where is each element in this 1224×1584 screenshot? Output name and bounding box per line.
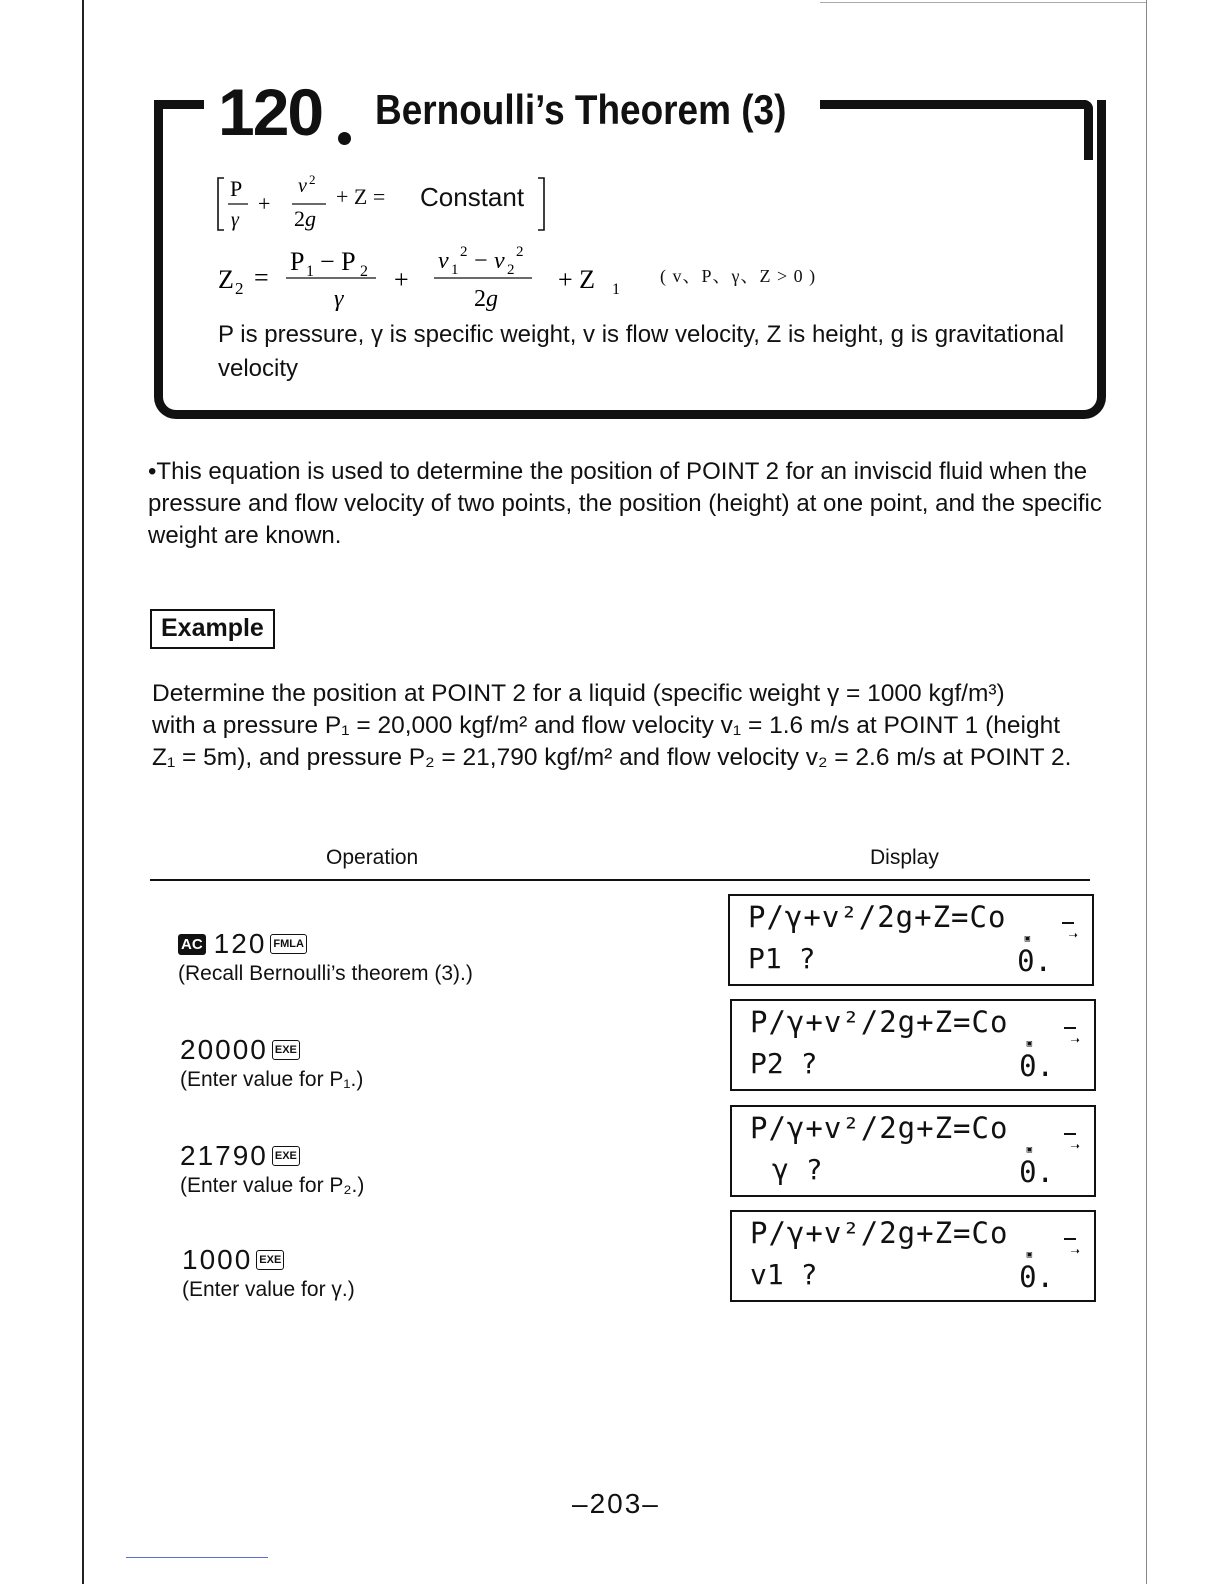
example-line: Z₁ = 5m), and pressure P₂ = 21,790 kgf/m² and flow velocity v₂ = 2.6 m/s at POINT 2. xyxy=(152,744,1072,771)
lcd-indicator-icon: ▣ xyxy=(1026,1250,1032,1260)
svg-text:2: 2 xyxy=(507,262,515,278)
svg-text:− P: − P xyxy=(320,247,356,276)
section-number-dot xyxy=(338,132,351,145)
svg-text:2g: 2g xyxy=(474,286,498,312)
lcd-formula-line: P/γ+v²/2g+Z=Co xyxy=(748,900,1007,934)
lcd-value: 0. xyxy=(1019,1155,1054,1189)
example-label: Example xyxy=(150,609,275,649)
exe-key: EXE xyxy=(256,1250,284,1270)
section-title: Bernoulli’s Theorem (3) xyxy=(375,86,787,133)
lcd-display xyxy=(730,1210,1096,1302)
box-corner xyxy=(154,100,163,160)
svg-text:P: P xyxy=(230,176,243,201)
svg-text:2: 2 xyxy=(516,244,524,260)
step-note: (Recall Bernoulli’s theorem (3).) xyxy=(178,962,473,985)
page-edge-top xyxy=(820,2,1146,3)
operation-step xyxy=(182,1244,355,1302)
lcd-formula-line: P/γ+v²/2g+Z=Co xyxy=(750,1005,1009,1039)
box-corner xyxy=(1084,100,1093,160)
exe-key: EXE xyxy=(272,1146,300,1166)
svg-text:−: − xyxy=(474,248,488,274)
svg-text:=: = xyxy=(254,263,269,292)
lcd-cursor xyxy=(1062,922,1074,924)
lcd-display xyxy=(730,999,1096,1091)
exe-key: EXE xyxy=(272,1040,300,1060)
lcd-cursor xyxy=(1064,1027,1076,1029)
lcd-cursor xyxy=(1064,1238,1076,1240)
constant-word: Constant xyxy=(420,182,525,212)
table-rule xyxy=(150,879,1090,881)
svg-text:v: v xyxy=(438,248,449,274)
svg-text:2: 2 xyxy=(309,172,316,187)
svg-text:1: 1 xyxy=(612,281,620,298)
example-line: with a pressure P₁ = 20,000 kgf/m² and flow velocity v₁ = 1.6 m/s at POINT 1 (height xyxy=(152,712,1061,739)
box-corner xyxy=(820,100,1093,109)
key-sequence: 21790 xyxy=(180,1140,268,1171)
variable-legend: P is pressure, γ is specific weight, v is flow velocity, Z is height, g is gravitational velocity xyxy=(218,321,1065,382)
page-edge-right xyxy=(1146,0,1147,1584)
lcd-value: 0. xyxy=(1017,944,1052,978)
binding-line xyxy=(82,0,84,1584)
fmla-key: FMLA xyxy=(270,934,307,954)
svg-text:γ: γ xyxy=(334,286,344,312)
lcd-indicator-icon: ▣ xyxy=(1026,1145,1032,1155)
usage-description: •This equation is used to determine the position of POINT 2 for an inviscid fluid when the pressure and flow velocity of two points, the position (height) at one point, and the specific weight are known. xyxy=(148,458,1102,549)
page-number: –203– xyxy=(572,1488,660,1519)
svg-text:+ Z: + Z xyxy=(558,265,596,294)
svg-text:2: 2 xyxy=(360,263,368,280)
svg-text:+: + xyxy=(258,191,271,216)
lcd-formula-line: P/γ+v²/2g+Z=Co xyxy=(750,1216,1009,1250)
z2-equation xyxy=(218,240,638,314)
lcd-display xyxy=(730,1105,1096,1197)
example-text xyxy=(152,678,1112,774)
ac-key: AC xyxy=(178,934,206,955)
lcd-formula-line: P/γ+v²/2g+Z=Co xyxy=(750,1111,1009,1145)
step-note: (Enter value for γ.) xyxy=(182,1278,355,1301)
svg-text:v: v xyxy=(298,175,307,197)
lcd-indicator-icon: ▣ xyxy=(1024,934,1030,944)
equation-conditions: ( v、P、γ、Z > 0 ) xyxy=(660,266,817,286)
key-sequence: 120 xyxy=(213,928,267,959)
lcd-cursor xyxy=(1064,1133,1076,1135)
key-sequence: 1000 xyxy=(182,1244,253,1275)
lcd-prompt: P1 ? xyxy=(748,942,816,975)
display-header: Display xyxy=(870,846,939,869)
lcd-value: 0. xyxy=(1019,1049,1054,1083)
svg-text:1: 1 xyxy=(306,263,314,280)
svg-text:2g: 2g xyxy=(294,206,316,231)
svg-text:1: 1 xyxy=(451,262,459,278)
lcd-display xyxy=(728,894,1094,986)
section-number: 120 xyxy=(218,75,323,149)
svg-text:γ: γ xyxy=(231,209,239,231)
svg-text:2: 2 xyxy=(235,279,244,298)
lcd-prompt: v1 ? xyxy=(750,1258,818,1291)
svg-text:+: + xyxy=(394,265,409,294)
lcd-prompt: P2 ? xyxy=(750,1047,818,1080)
operation-step xyxy=(178,928,473,986)
lcd-arrow-icon: ➝ xyxy=(1070,1137,1080,1156)
lcd-arrow-icon: ➝ xyxy=(1070,1031,1080,1050)
svg-text:P: P xyxy=(290,247,305,276)
svg-text:2: 2 xyxy=(460,244,468,260)
example-line: Determine the position at POINT 2 for a liquid (specific weight γ = 1000 kgf/m³) xyxy=(152,680,1005,707)
constant-eq-tail: + Z = xyxy=(336,184,386,209)
lcd-indicator-icon: ▣ xyxy=(1026,1039,1032,1049)
lcd-prompt: γ ? xyxy=(772,1153,823,1186)
step-note: (Enter value for P₂.) xyxy=(180,1174,365,1197)
operation-header: Operation xyxy=(326,846,419,869)
operation-step xyxy=(180,1034,363,1092)
step-note: (Enter value for P₁.) xyxy=(180,1068,364,1091)
lcd-value: 0. xyxy=(1019,1260,1054,1294)
constant-eq-bracket xyxy=(534,172,548,236)
page-edge-bottom xyxy=(126,1557,268,1558)
lcd-arrow-icon: ➝ xyxy=(1070,1242,1080,1261)
svg-text:Z: Z xyxy=(218,265,234,294)
lcd-arrow-icon: ➝ xyxy=(1068,926,1078,945)
operation-step xyxy=(180,1140,364,1198)
key-sequence: 20000 xyxy=(180,1034,268,1065)
svg-text:v: v xyxy=(494,248,505,274)
